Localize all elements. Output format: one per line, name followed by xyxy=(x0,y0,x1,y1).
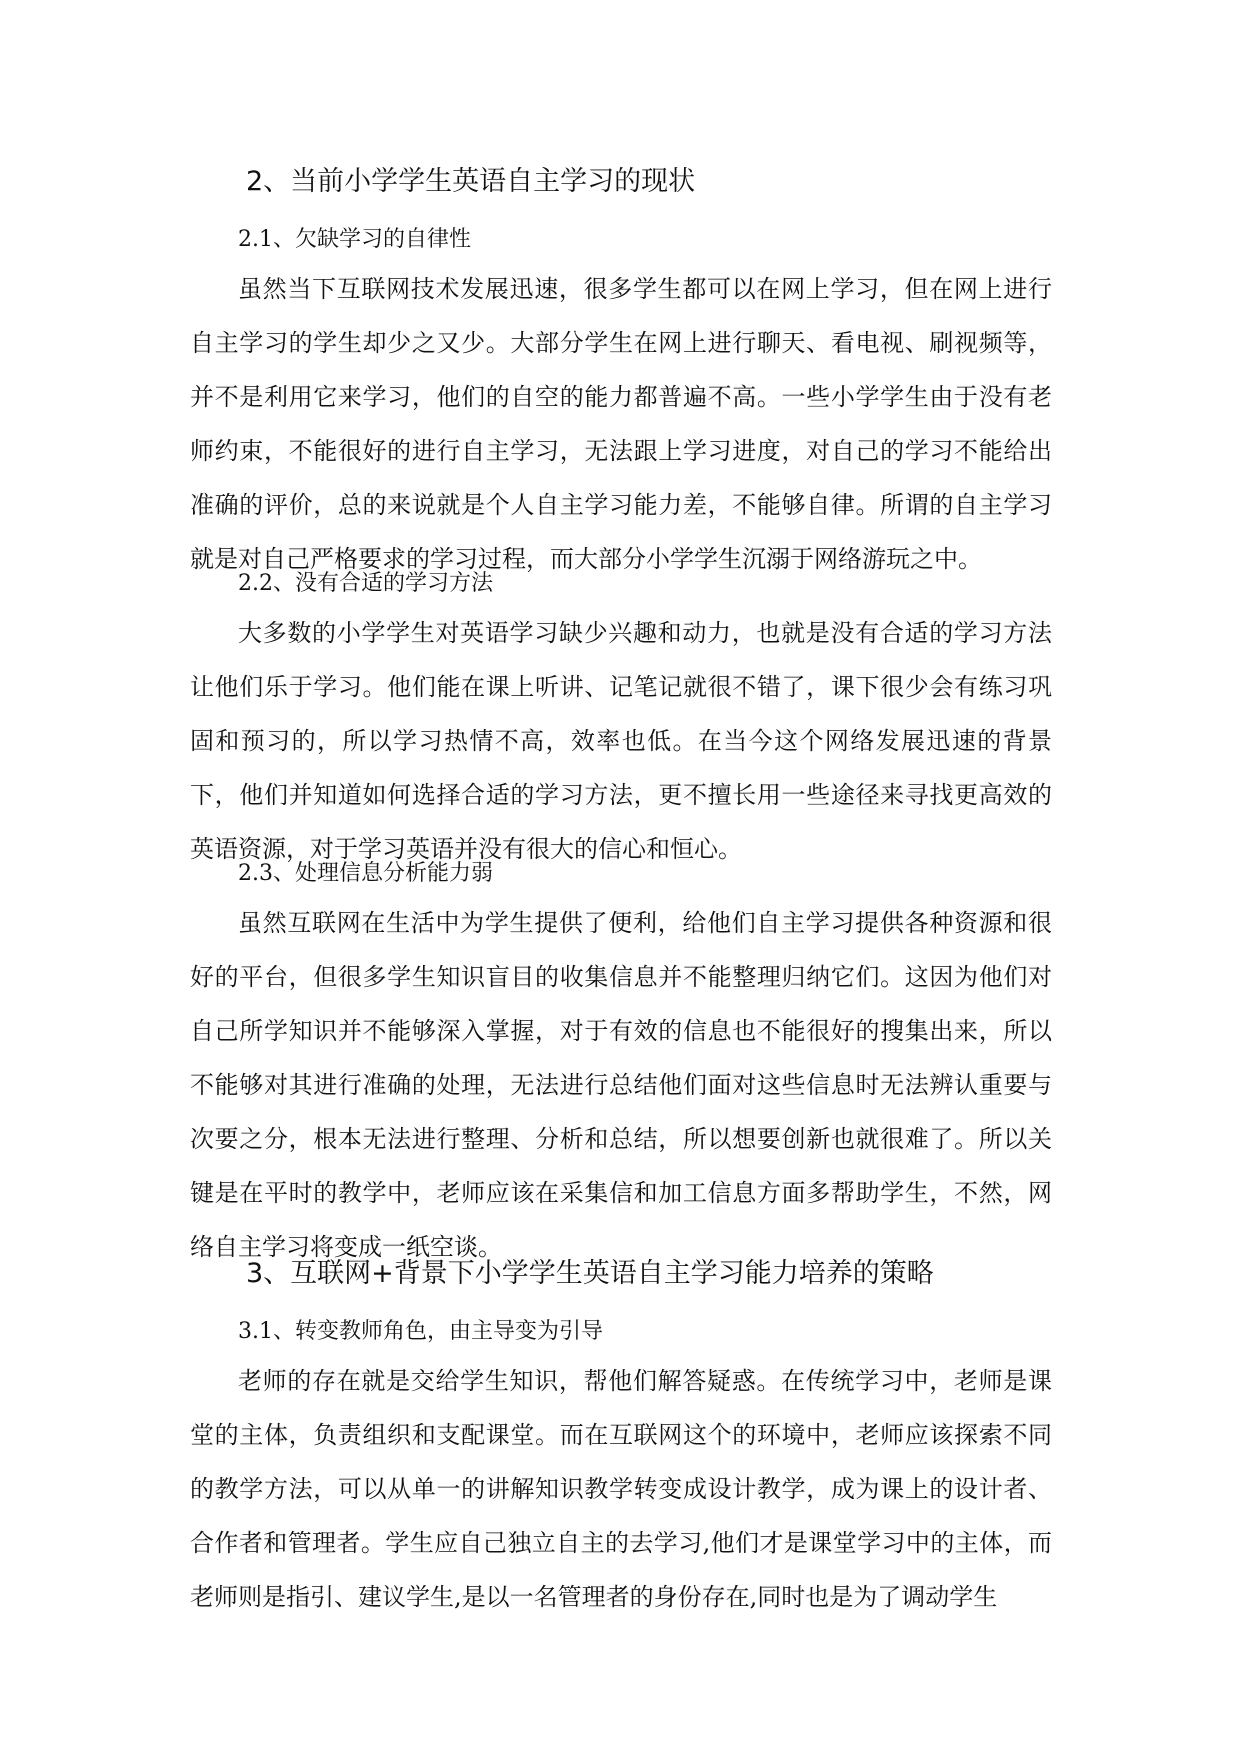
paragraph: 老师的存在就是交给学生知识，帮他们解答疑惑。在传统学习中，老师是课堂的主体，负责组织和支配课堂。而在互联网这个的环境中，老师应该探索不同的教学方法，可以从单一的讲解知识教学转变成设计教学，成为课上的设计者、合作者和管理者。学生应自己独立自主的去学习,他们才是课堂学习中的主体，而老师则是指引、建议学生,是以一名管理者的身份存在,同时也是为了调动学生 xyxy=(190,1367,1052,1611)
paragraph: 大多数的小学学生对英语学习缺少兴趣和动力，也就是没有合适的学习方法让他们乐于学习。他们能在课上听讲、记笔记就很不错了，课下很少会有练习巩固和预习的，所以学习热情不高，效率也低。在当今这个网络发展迅速的背景下，他们并知道如何选择合适的学习方法，更不擅长用一些途径来寻找更高效的英语资源，对于学习英语并没有很大的信心和恒心。 xyxy=(190,619,1052,863)
section-heading: 2、当前小学学生英语自主学习的现状 xyxy=(246,166,696,197)
paragraph: 虽然当下互联网技术发展迅速，很多学生都可以在网上学习，但在网上进行自主学习的学生却少之又少。大部分学生在网上进行聊天、看电视、刷视频等，并不是利用它来学习，他们的自空的能力都普遍不高。一些小学学生由于没有老师约束，不能很好的进行自主学习，无法跟上学习进度，对自己的学习不能给出准确的评价，总的来说就是个人自主学习能力差，不能够自律。所谓的自主学习就是对自己严格要求的学习过程，而大部分小学学生沉溺于网络游玩之中。 xyxy=(190,275,1052,573)
subsection-heading: 2.2、没有合适的学习方法 xyxy=(238,571,493,596)
subsection-heading: 3.1、转变教师角色，由主导变为引导 xyxy=(238,1319,603,1344)
subsection-heading: 2.3、处理信息分析能力弱 xyxy=(238,861,493,886)
paragraph: 虽然互联网在生活中为学生提供了便利，给他们自主学习提供各种资源和很好的平台，但很多学生知识盲目的收集信息并不能整理归纳它们。这因为他们对自己所学知识并不能够深入掌握，对于有效的信息也不能很好的搜集出来，所以不能够对其进行准确的处理，无法进行总结他们面对这些信息时无法辨认重要与次要之分，根本无法进行整理、分析和总结，所以想要创新也就很难了。所以关键是在平时的教学中，老师应该在采集信和加工信息方面多帮助学生，不然，网络自主学习将变成一纸空谈。 xyxy=(190,909,1052,1261)
section-heading: 3、互联网+背景下小学学生英语自主学习能力培养的策略 xyxy=(246,1258,934,1289)
subsection-heading: 2.1、欠缺学习的自律性 xyxy=(238,227,471,252)
